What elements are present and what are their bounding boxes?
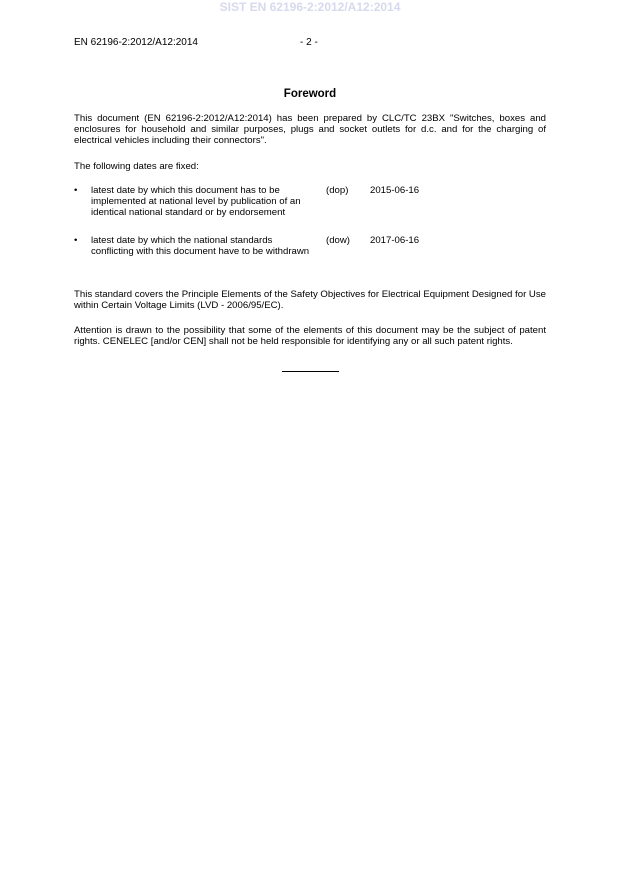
coverage-paragraph: This standard covers the Principle Elements of the Safety Objectives for Electrical Equipment Designed for Use within Certain Voltage Limits (LVD - 2006/95/EC). [74,289,546,311]
end-divider [282,371,339,372]
list-item-date: 2017-06-16 [370,235,420,246]
list-item-abbreviation: (dow) [326,235,350,246]
header-document-id: EN 62196-2:2012/A12:2014 [74,37,198,48]
dates-fixed-paragraph: The following dates are fixed: [74,161,199,172]
list-item-text: latest date by which this document has to be implemented at national level by publication of an identical national standard or by endorsement [91,185,301,218]
attention-paragraph: Attention is drawn to the possibility that some of the elements of this document may be the subject of patent rights. CENELEC [and/or CEN] shall not be held responsible for identifying any or all such patent rights. [74,325,546,347]
page-number: - 2 - [300,37,318,48]
page-title: Foreword [283,88,337,100]
list-item-text: latest date by which the national standards conflicting with this document have to be withdrawn [91,235,310,257]
bullet-icon: • [74,235,78,246]
list-item-abbreviation: (dop) [326,185,349,196]
list-item-date: 2015-06-16 [370,185,420,196]
bullet-icon: • [74,185,78,196]
intro-paragraph: This document (EN 62196-2:2012/A12:2014) has been prepared by CLC/TC 23BX "Switches, boxes and enclosures for household and similar purposes, plugs and socket outlets for d.c. and for the charging of electrical vehicles including their connectors". [74,113,546,146]
watermark: SIST EN 62196-2:2012/A12:2014 [219,0,401,14]
